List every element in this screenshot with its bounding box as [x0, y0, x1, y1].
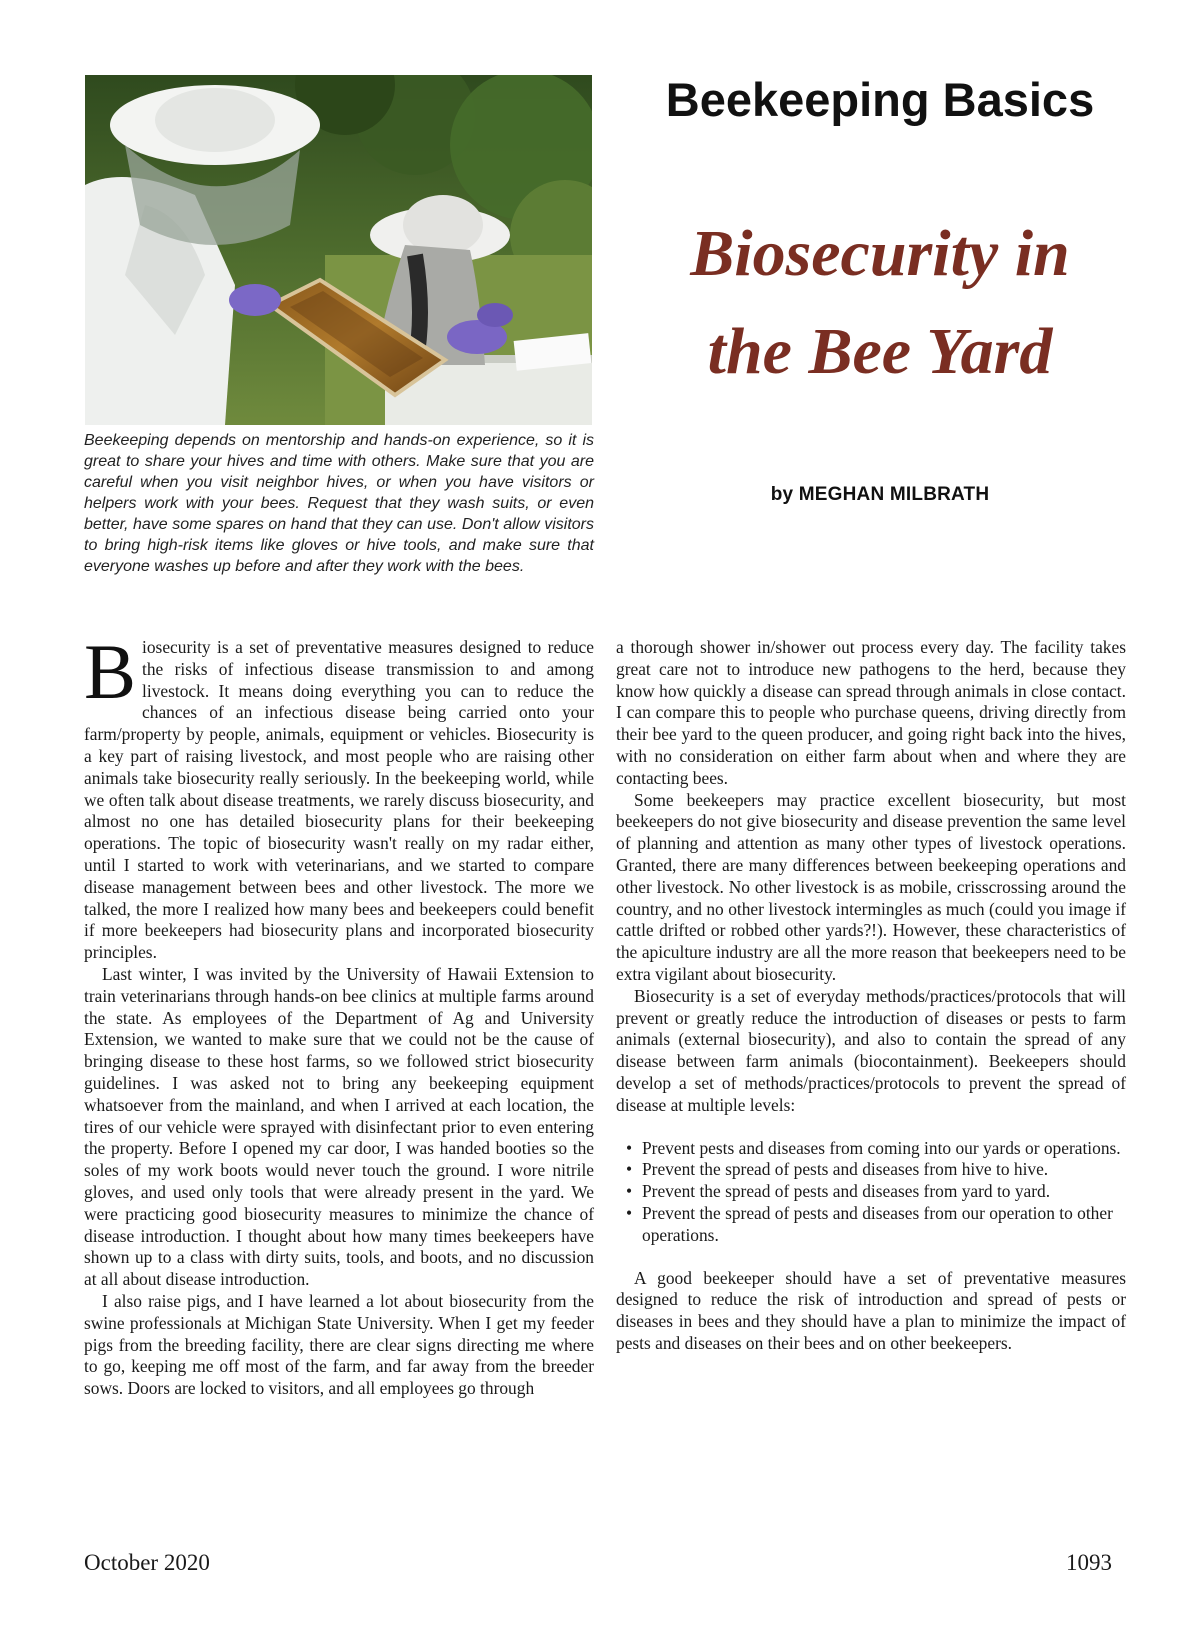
paragraph-text: iosecurity is a set of preventative measures designed to reduce the risks of infectious disease transmission to and among livestock. It means doing everything you can to reduce the chances of an infectious disease being carried onto your farm/property by people, animals, equipment or vehicles. Biosecurity is a key part of raising livestock, and most people who are raising other animals take biosecurity really seriously. In the beekeeping world, while we often talk about disease treatments, we rarely discuss biosecurity, and almost no one has detailed biosecurity plans for their beekeeping operations. The topic of biosecurity wasn't really on my radar either, until I started to work with veterinarians, and we started to compare disease management between bees and other livestock. The more we talked, the more I realized how many bees and beekeepers could benefit if more beekeepers had biosecurity plans and incorporated biosecurity principles.	[84, 637, 594, 963]
title-line-2: the Bee Yard	[707, 315, 1053, 388]
list-item: • Prevent pests and diseases from coming into our yards or operations.	[616, 1138, 1126, 1160]
bullet-list	[616, 1138, 1126, 1247]
beekeepers-photo	[85, 75, 592, 425]
paragraph: Biosecurity is a set of everyday methods/practices/protocols that will prevent or greatly reduce the introduction of diseases or pests to farm animals (external biosecurity), and also to contain the spread of any disease between farm animals (biocontainment). Beekeepers should develop a set of methods/practices/protocols to prevent the spread of disease at multiple levels:	[616, 985, 1126, 1115]
photo-caption: Beekeeping depends on mentorship and hands-on experience, so it is great to share your hives and time with others. Make sure that you are careful when you visit neighbor hives, or when you have visitors or helpers work with your bees. Request that they wash suits, or even better, have some spares on hand that they can use. Don't allow visitors to bring high-risk items like gloves or hive tools, and make sure that everyone washes up before and after they work with the bees.	[84, 432, 594, 575]
paragraph: Last winter, I was invited by the University of Hawaii Extension to train veterinarians through hands-on bee clinics at multiple farms around the state. As employees of the Department of Ag and University Extension, we wanted to make sure that we could not be the cause of bringing disease to these host farms, so we followed strict biosecurity guidelines. I was asked not to bring any beekeeping equipment whatsoever from the mainland, and when I arrived at each location, the tires of our vehicle were sprayed with disinfectant prior to even entering the property. Before I opened my car door, I was handed booties so the soles of my work boots would never touch the ground. I wore nitrile gloves, and used only tools that were already present in the yard. We were practicing good biosecurity measures to minimize the chance of disease introduction. I thought about how many times beekeepers have shown up to a class with dirty suits, tools, and boots, and no discussion at all about disease introduction.	[84, 963, 594, 1290]
body-column-right	[616, 637, 1126, 1355]
paragraph: Some beekeepers may practice excellent biosecurity, but most beekeepers do not give biosecurity and disease prevention the same level of planning and attention as many other types of livestock operations. Granted, there are many differences between beekeeping operations and other livestock. No other livestock is as mobile, crisscrossing around the country, and no other livestock intermingles as much (could you image if cattle drifted or robbed other yards?!). However, these characteristics of the apiculture industry are all the more reason that beekeepers need to be extra vigilant about biosecurity.	[616, 789, 1126, 984]
paragraph	[84, 628, 594, 964]
page-number: 1093	[1066, 1550, 1112, 1575]
paragraph: a thorough shower in/shower out process every day. The facility takes great care not to introduce new pathogens to the herd, because they know how quickly a disease can spread through animals in close contact. I can compare this to people who purchase queens, driving directly from their bee yard to the queen producer, and going right back into the hives, with no consideration on either farm about when and where they are contacting bees.	[616, 637, 1126, 788]
paragraph: I also raise pigs, and I have learned a lot about biosecurity from the swine professionals at Michigan State University. When I get my feeder pigs from the breeding facility, there are clear signs directing me where to go, keeping me off most of the farm, and far away from the breeder sows. Doors are locked to visitors, and all employees go through	[84, 1290, 594, 1399]
list-item: • Prevent the spread of pests and diseases from our operation to other operations.	[616, 1203, 1126, 1247]
drop-cap: B	[84, 628, 137, 715]
list-item: • Prevent the spread of pests and diseases from yard to yard.	[616, 1181, 1126, 1203]
paragraph: A good beekeeper should have a set of preventative measures designed to reduce the risk of introduction and spread of pests or diseases in bees and they should have a plan to minimize the impact of pests and diseases on their bees and on other beekeepers.	[616, 1267, 1126, 1353]
issue-date: October 2020	[84, 1550, 210, 1575]
list-item: • Prevent the spread of pests and diseases from hive to hive.	[616, 1159, 1126, 1181]
title-line-1: Biosecurity in	[690, 217, 1070, 290]
body-column-left	[84, 628, 594, 1400]
byline: by MEGHAN MILBRATH	[770, 484, 990, 505]
section-kicker: Beekeeping Basics	[665, 73, 1095, 126]
beekeepers-illustration	[85, 75, 592, 425]
article-title	[620, 205, 1140, 401]
